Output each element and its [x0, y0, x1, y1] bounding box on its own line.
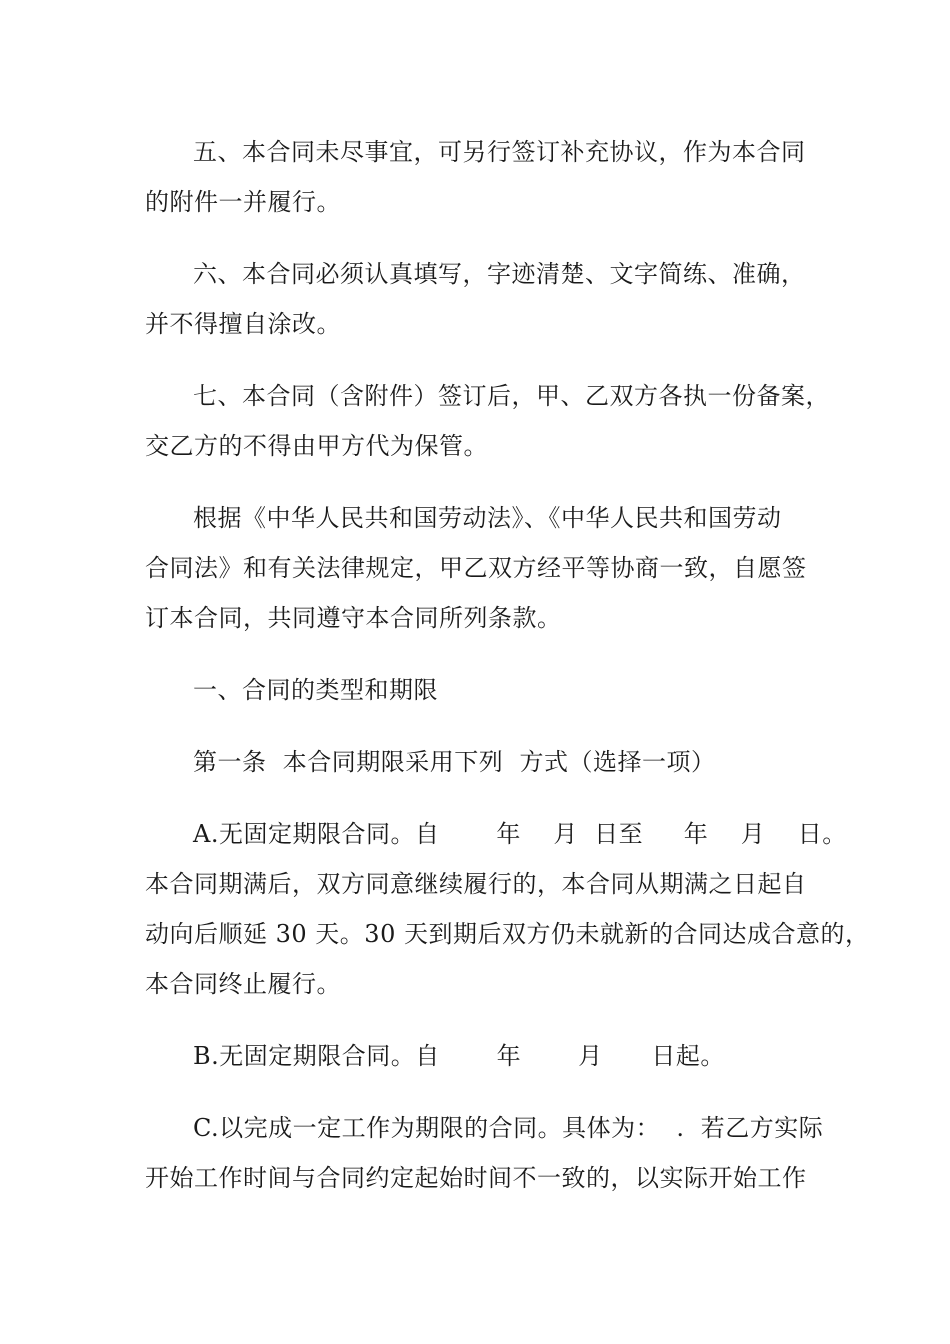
option-a-line-1: A.无固定期限合同。自 年 月 日至 年 月 日。 [193, 820, 847, 848]
clause-7-line-2: 交乙方的不得由甲方代为保管。 [145, 432, 488, 460]
option-a-line-4: 本合同终止履行。 [145, 970, 341, 998]
preamble-line-3: 订本合同，共同遵守本合同所列条款。 [145, 604, 562, 632]
clause-7-line-1: 七、本合同（含附件）签订后，甲、乙双方各执一份备案， [193, 382, 830, 410]
article-1-heading: 第一条 本合同期限采用下列 方式（选择一项） [193, 748, 716, 776]
clause-6-line-2: 并不得擅自涂改。 [145, 310, 341, 338]
section-heading: 一、合同的类型和期限 [193, 676, 438, 704]
preamble-line-2: 合同法》和有关法律规定，甲乙双方经平等协商一致，自愿签 [145, 554, 807, 582]
option-a-line-2: 本合同期满后，双方同意继续履行的，本合同从期满之日起自 [145, 870, 807, 898]
clause-6-line-1: 六、本合同必须认真填写，字迹清楚、文字简练、准确， [193, 260, 806, 288]
option-b-line: B.无固定期限合同。自 年 月 日起。 [193, 1042, 725, 1070]
clause-5-line-1: 五、本合同未尽事宜，可另行签订补充协议，作为本合同 [193, 138, 806, 166]
clause-5-line-2: 的附件一并履行。 [145, 188, 341, 216]
preamble-line-1: 根据《中华人民共和国劳动法》、《中华人民共和国劳动 [193, 504, 782, 532]
option-c-line-1: C.以完成一定工作为期限的合同。具体为： . 若乙方实际 [193, 1114, 824, 1142]
option-a-line-3: 动向后顺延 30 天。30 天到期后双方仍未就新的合同达成合意的， [145, 920, 870, 948]
option-c-line-2: 开始工作时间与合同约定起始时间不一致的，以实际开始工作 [145, 1164, 807, 1192]
